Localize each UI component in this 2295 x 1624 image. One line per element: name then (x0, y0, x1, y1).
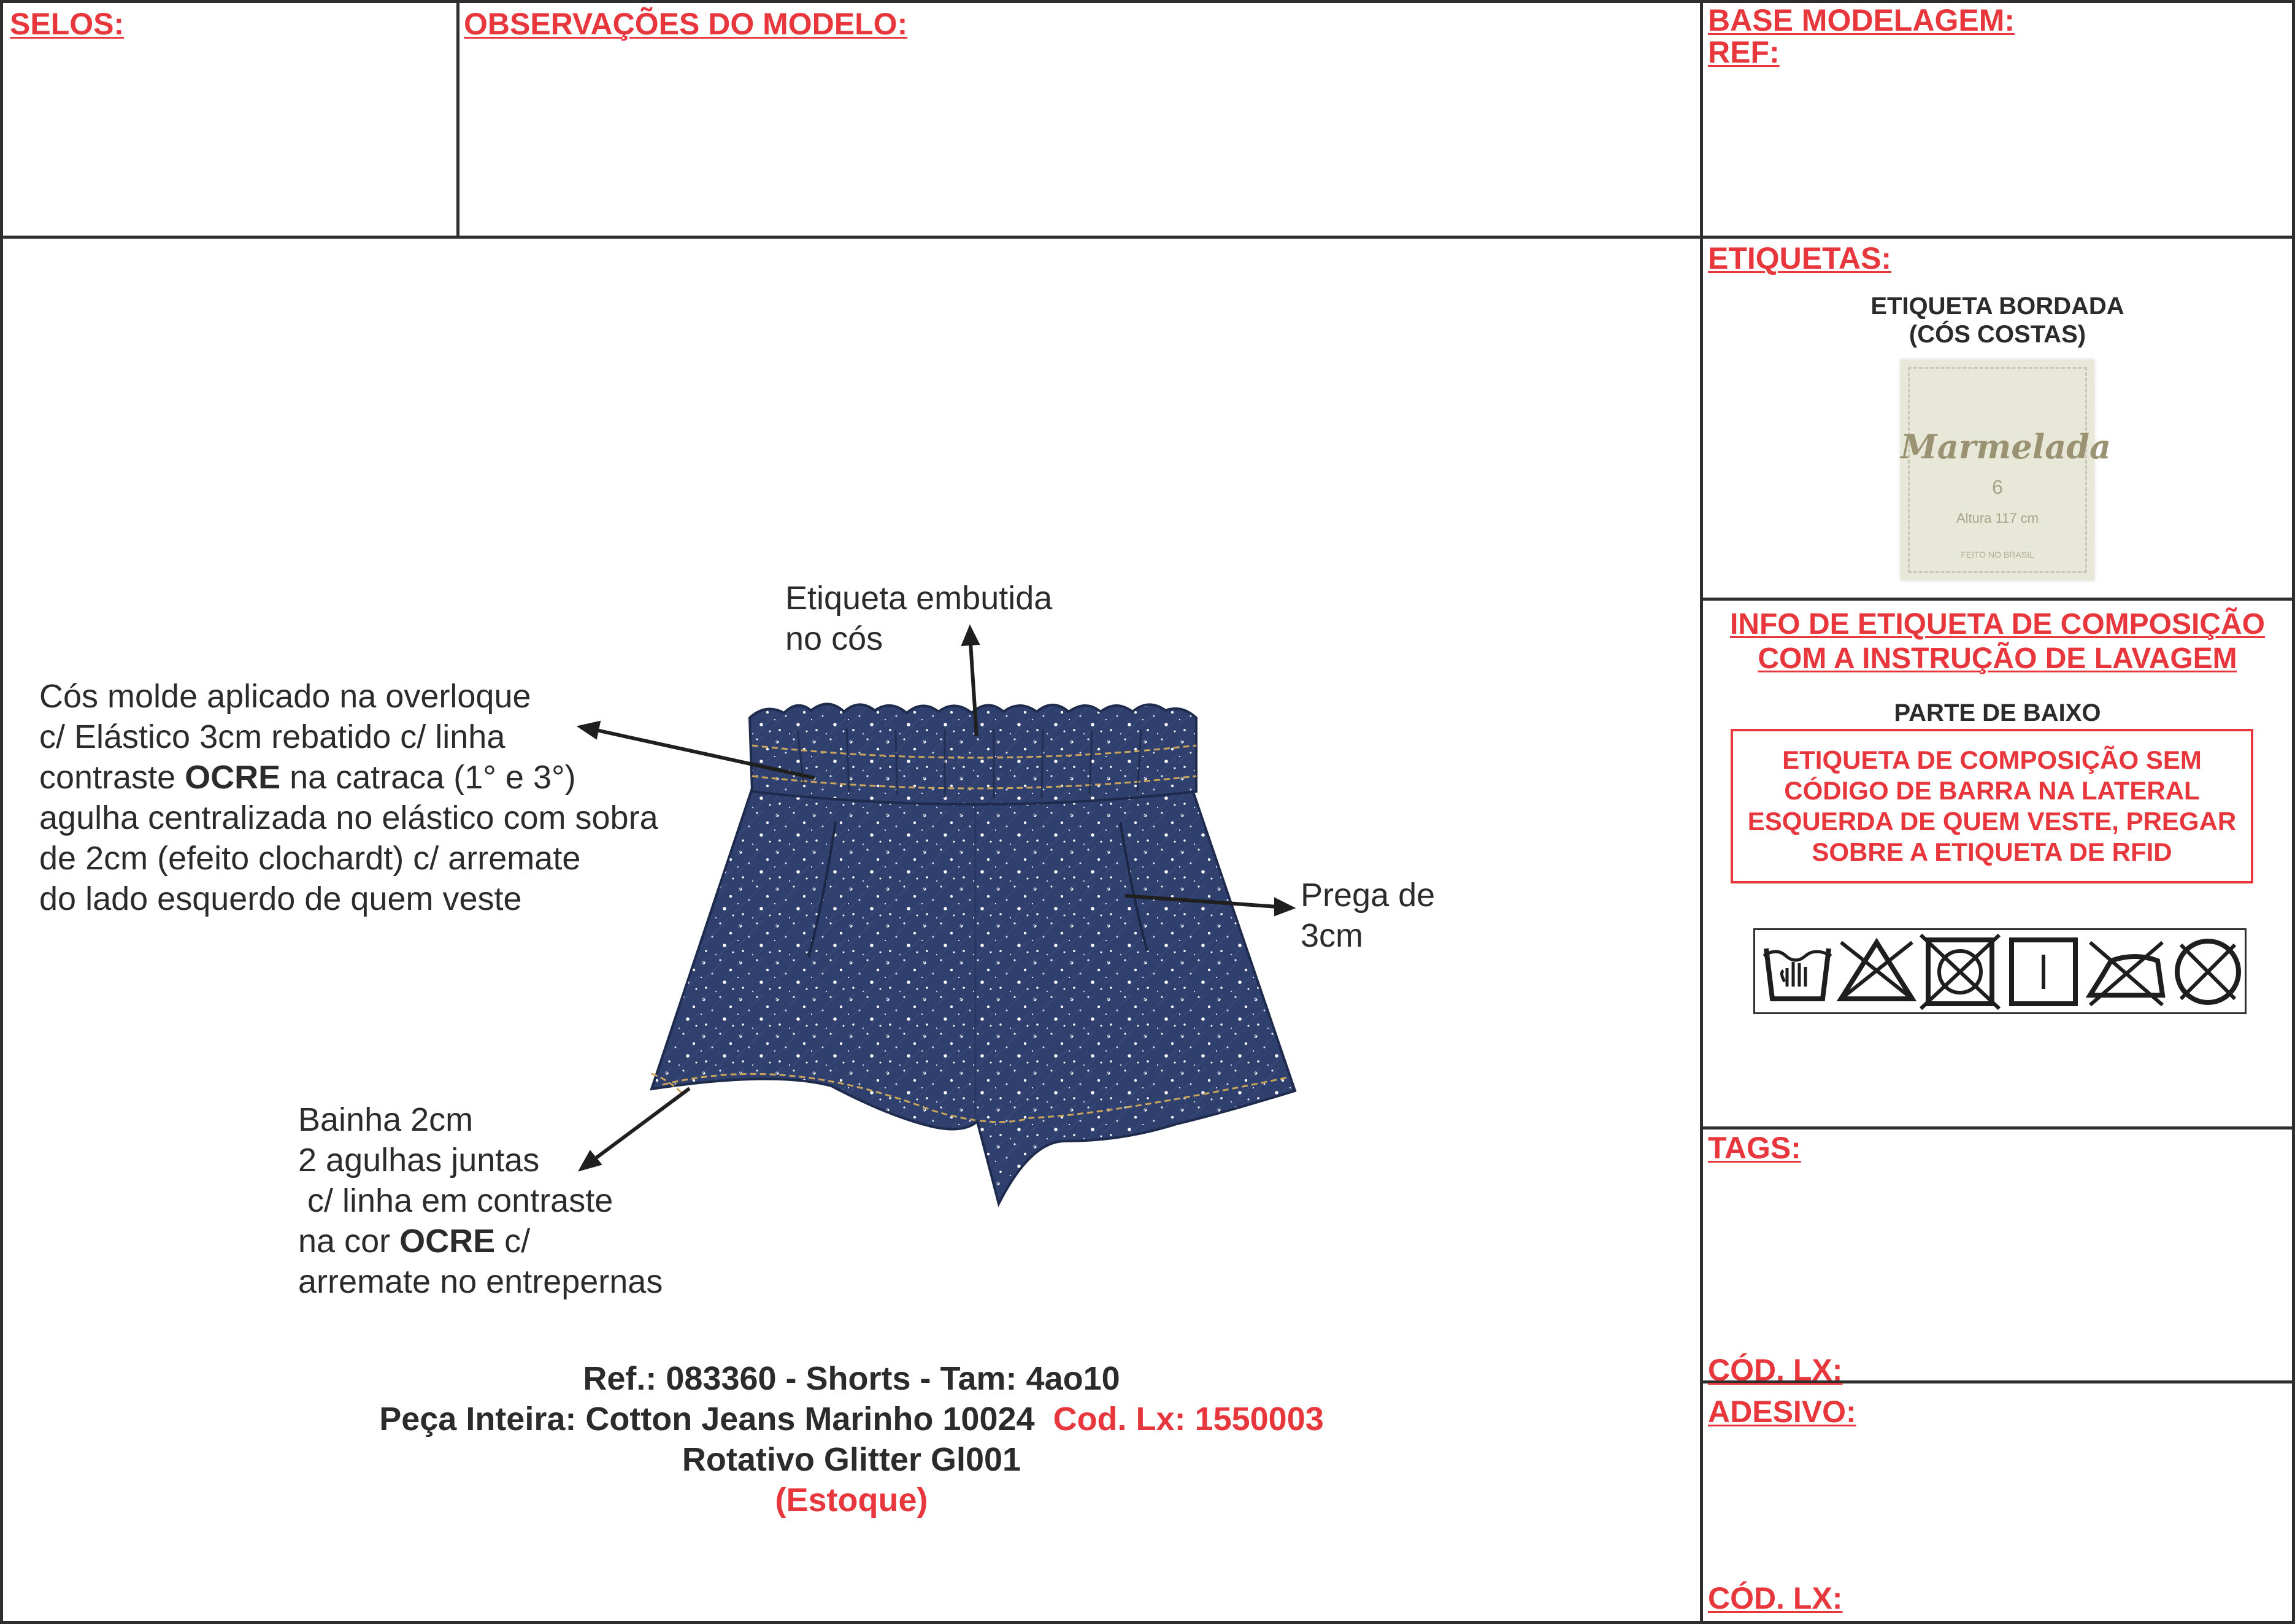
annotation-bainha (298, 1099, 663, 1302)
notice-line-2: CÓDIGO DE BARRA NA LATERAL (1784, 776, 2200, 805)
cos-line3-pre: contraste (39, 759, 185, 796)
cos-line3-ocre: OCRE (185, 759, 281, 796)
cos-line3 (39, 757, 658, 798)
label-made-in: FEITO NO BRASIL (1961, 550, 2034, 560)
cos-line1: Cós molde aplicado na overloque (39, 678, 531, 715)
product-estoque: (Estoque) (775, 1482, 928, 1518)
prega-line1: Prega de (1301, 877, 1436, 914)
etiqueta-embutida-line1: Etiqueta embutida (785, 580, 1053, 617)
observacoes-header: OBSERVAÇÕES DO MODELO: (464, 7, 908, 41)
care-symbols-svg (1755, 930, 2245, 1012)
do-not-iron-icon (2090, 942, 2162, 1005)
label-size: 6 (1992, 476, 2003, 498)
cos-line3-post: na catraca (1° e 3°) (280, 759, 576, 796)
notice-line-1: ETIQUETA DE COMPOSIÇÃO SEM (1782, 745, 2202, 774)
bainha-line4 (298, 1221, 663, 1261)
adesivo-cod-lx: CÓD. LX: (1708, 1581, 1843, 1615)
tags-header: TAGS: (1708, 1131, 1801, 1165)
shorts-waistband (750, 704, 1196, 804)
bainha-line4-ocre: OCRE (399, 1223, 496, 1260)
etiquetas-divider (1700, 598, 2295, 601)
label-height: Altura 117 cm (1956, 510, 2039, 526)
annotation-cos (39, 676, 658, 919)
bainha-line1: Bainha 2cm (298, 1101, 474, 1138)
bainha-line2: 2 agulhas juntas (298, 1142, 540, 1179)
product-rotativo: Rotativo Glitter Gl001 (682, 1441, 1021, 1478)
composicao-notice-box (1731, 729, 2253, 883)
etiquetas-header: ETIQUETAS: (1708, 241, 1892, 275)
composicao-title (1703, 607, 2292, 676)
line-dry-icon (2012, 940, 2075, 1004)
prega-line2: 3cm (1301, 917, 1364, 954)
product-peca-text: Peça Inteira: Cotton Jeans Marinho 10024 (379, 1401, 1035, 1437)
annotation-etiqueta-embutida (785, 578, 1052, 659)
woven-label-stitching (1908, 367, 2087, 573)
annotation-prega (1301, 875, 1435, 956)
cos-line6: do lado esquerdo de quem veste (39, 880, 522, 917)
adesivo-header: ADESIVO: (1708, 1395, 1856, 1429)
do-not-tumble-dry-icon (1921, 935, 1999, 1009)
woven-label-image (1901, 360, 2111, 580)
bainha-line3: c/ linha em contraste (298, 1182, 613, 1219)
product-cod-lx: Cod. Lx: 1550003 (1053, 1401, 1324, 1437)
etiqueta-bordada-label (1703, 292, 2292, 348)
product-peca-line (3, 1399, 1700, 1439)
care-symbols-strip (1753, 928, 2247, 1014)
notice-line-3: ESQUERDA DE QUEM VESTE, PREGAR (1747, 807, 2237, 836)
notice-line-4: SOBRE A ETIQUETA DE RFID (1812, 837, 2172, 866)
base-modelagem-header: BASE MODELAGEM: (1708, 3, 2015, 37)
parte-de-baixo: PARTE DE BAIXO (1894, 699, 2101, 726)
cos-line4: agulha centralizada no elástico com sobra (39, 799, 658, 836)
etiqueta-bordada-line2: (CÓS COSTAS) (1909, 321, 2086, 348)
selos-header: SELOS: (10, 7, 125, 41)
product-ref-line: Ref.: 083360 - Shorts - Tam: 4ao10 (583, 1360, 1120, 1397)
bainha-line4-post: c/ (495, 1223, 531, 1260)
cos-line5: de 2cm (efeito clochardt) c/ arremate (39, 840, 581, 877)
do-not-bleach-icon (1841, 942, 1912, 999)
bainha-line4-pre: na cor (298, 1223, 400, 1260)
label-brand: Marmelada (1901, 427, 2111, 466)
etiqueta-bordada-line1: ETIQUETA BORDADA (1870, 293, 2124, 320)
composicao-divider (1700, 1126, 2295, 1129)
do-not-dry-clean-icon (2177, 941, 2239, 1002)
etiqueta-embutida-line2: no cós (785, 620, 883, 657)
tags-cod-lx: CÓD. LX: (1708, 1353, 1843, 1387)
bainha-line5: arremate no entrepernas (298, 1263, 663, 1300)
composicao-title-line2: COM A INSTRUÇÃO DE LAVAGEM (1758, 642, 2237, 675)
shorts-body (652, 788, 1295, 1204)
ref-header: REF: (1708, 35, 1780, 69)
composicao-notice-text (1733, 745, 2251, 868)
product-info (3, 1358, 1700, 1520)
arrowhead-prega (1275, 898, 1294, 915)
hand-wash-icon (1764, 949, 1831, 999)
cos-line2: c/ Elástico 3cm rebatido c/ linha (39, 718, 506, 755)
composicao-title-line1: INFO DE ETIQUETA DE COMPOSIÇÃO (1729, 608, 2266, 641)
